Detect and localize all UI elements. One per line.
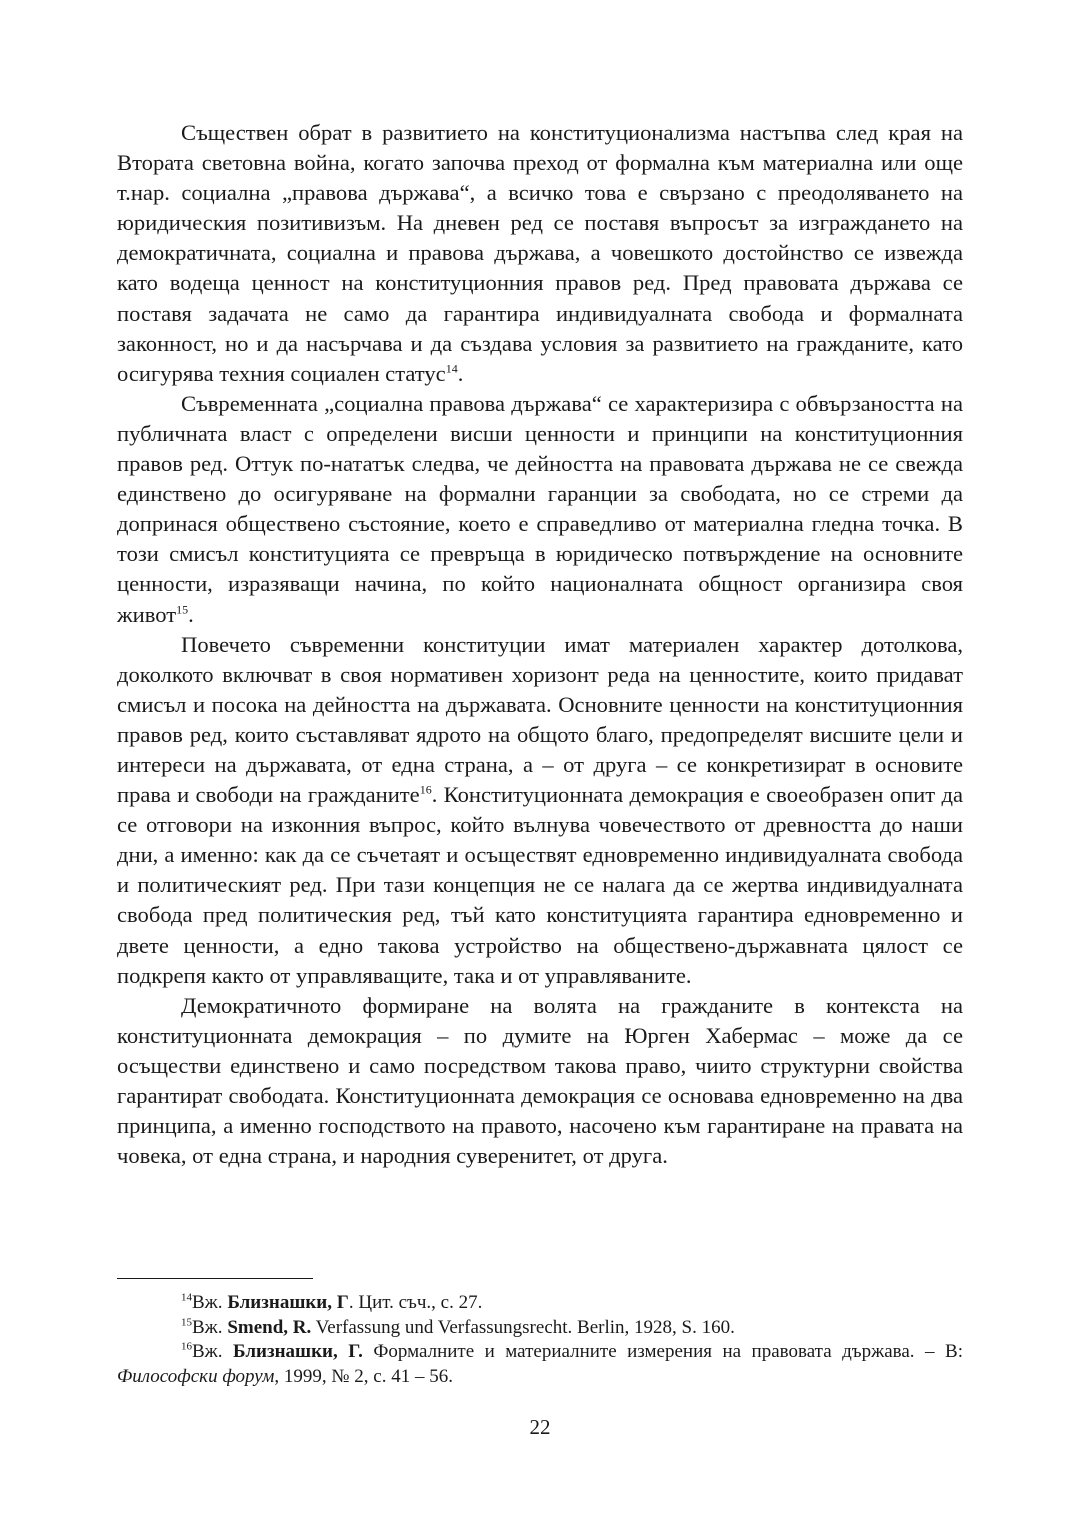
footnote-number: 16	[181, 1340, 192, 1353]
footnote-number: 15	[181, 1316, 192, 1329]
footnote-ref-15[interactable]: 15	[176, 601, 189, 616]
document-page	[117, 118, 963, 1518]
footnote-author: Близнашки, Г	[227, 1292, 349, 1313]
footnote-15: $^{15}$Вж. Smend, R. Verfassung und Verfassungsrecht. Berlin, 1928, S. 160.	[181, 1316, 735, 1338]
paragraph-2: Съвременната „социална правова държава“ се характеризира с обвързаността на публичната власт с определени висши ценности и принципи на конституционния правов ред. Оттук по-нататък следва, че дейността на правовата държава не се свежда единствено до осигуряване на формални гаранции за свободата, но се стреми да допринася обществено състояние, което е справедливо от материална гледна точка. В този смисъл конституцията се превръща в юридическо потвърждение на основните ценности, изразяващи начина, по който националната общност организира своя живот$^{15}$.	[117, 390, 963, 627]
footnote-author: Близнашки, Г.	[233, 1341, 363, 1362]
footnotes	[117, 1278, 963, 1389]
page-number: 22	[529, 1415, 551, 1439]
body-text	[117, 118, 963, 1171]
paragraph-3: Повечето съвременни конституции имат материален характер дотолкова, доколкото включват в своя нормативен хоризонт реда на ценностите, които придават смисъл и посока на дейността на държавата. Основните ценности на конституционния правов ред, които съставляват ядрото на общото благо, предопределят висшите цели и интереси на държавата, от една страна, а – от друга – се конкретизират в основите права и свободи на гражданите$^{16}$. Конституционната демокрация е своеобразен опит да се отговори на изконния въпрос, който вълнува човечеството от древността до наши дни, а именно: как да се съчетаят и осъществят едновременно индивидуалната свобода и политическият ред. При тази концепция не се налага да се жертва индивидуалната свобода пред политическия ред, тъй като конституцията гарантира едновременно и двете ценности, а едно такова устройство на обществено-държавната цялост се подкрепя както от управляващите, така и от управляваните.	[117, 631, 963, 988]
footnote-14: $^{14}$Вж. Близнашки, Г. Цит. съч., с. 27.	[181, 1291, 483, 1313]
footnote-ref-14[interactable]: 14	[445, 361, 458, 376]
footnote-ref-16[interactable]: 16	[419, 782, 432, 797]
footnote-separator	[117, 1278, 313, 1279]
footnote-number: 14	[181, 1291, 192, 1304]
footnote-journal-title: Философски форум	[117, 1365, 275, 1387]
paragraph-1: Съществен обрат в развитието на конституционализма настъпва след края на Втората световна война, когато започва преход от формална към материална или още т.нар. социална „правова държава“, а всичко това е свързано с преодоляването на юридическия позитивизъм. На дневен ред се поставя въпросът за изграждането на демократичната, социална и правова държава, а човешкото достойнство се извежда като водеща ценност на конституционния правов ред. Пред правовата държава се поставя задачата не само да гарантира индивидуалната свобода и формалната законност, но и да насърчава и да създава условия за развитието на гражданите, като осигурява техния социален статус$^{14}$.	[117, 120, 963, 386]
footnote-16: $^{16}$Вж. Близнашки, Г. Формалните и материалните измерения на правовата държава. – В: Философски форум, 1999, № 2, с. 41 – 56.	[117, 1340, 963, 1387]
footnote-author: Smend, R.	[227, 1316, 312, 1338]
paragraph-4: Демократичното формиране на волята на гражданите в контекста на конституционната демокрация – по думите на Юрген Хабермас – може да се осъществи единствено и само посредством такова право, чиито структурни свойства гарантират свободата. Конституционната демокрация се основава едновременно на два принципа, а именно господството на правото, насочено към гарантиране на правата на човека, от една страна, и народния суверенитет, от друга.	[117, 992, 963, 1169]
